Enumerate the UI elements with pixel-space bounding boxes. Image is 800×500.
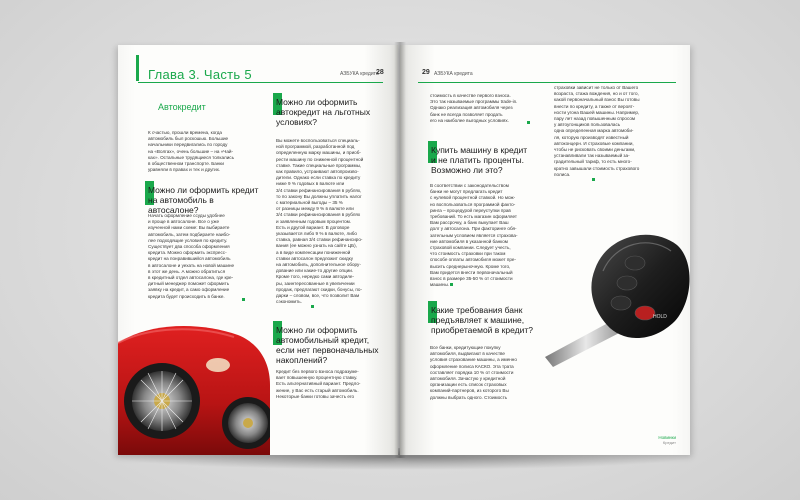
text-line: то по закону Вы должны уплатить налог <box>276 193 362 199</box>
text-line: К счастью, прошли времена, когда <box>148 130 222 135</box>
text-line: Начать оформление ссуды удобнее <box>148 213 225 218</box>
text-line: кратно завышали стоимость страхового <box>554 165 640 171</box>
text-line: страховки зависит не только от Вашего <box>554 85 639 90</box>
text-line: 3/4 ставки рефинансирования в рублях, <box>276 187 362 193</box>
text-line: на автомобиль, дополнительное обору- <box>276 262 361 268</box>
paragraph-end-marker <box>450 283 453 286</box>
text-line: вания (ее можно узнать на сайте ЦБ), <box>276 243 357 249</box>
text-line: в автосалоне и уехать на новой машине <box>148 262 235 268</box>
text-line: автокредит на льготных <box>276 107 371 117</box>
header-rule <box>418 82 676 83</box>
text-line: кредита. Можно оформить экспресс- <box>148 250 227 256</box>
header-rule <box>138 82 383 83</box>
text-line: ниже 9 % годовых в валюте или <box>276 181 345 187</box>
salon-paragraph <box>148 213 263 300</box>
text-line: но воспользоваться программой факто- <box>430 201 516 207</box>
text-line: машины. <box>430 282 450 288</box>
text-line: продаж, предлагают скидки, бонусы, по- <box>276 286 362 292</box>
text-line: и проще в автосалоне. Все о уже <box>148 219 219 225</box>
text-line: ринга – процедурой переуступки прав <box>430 207 511 213</box>
logo-line-1: Новинки <box>658 435 676 440</box>
text-line: автомобиля, выдвигают в качестве <box>430 351 505 357</box>
text-line: ние автомобиля в указанной банком <box>430 238 508 244</box>
text-line: автомобильный кредит, <box>276 335 370 345</box>
text-line: ставки автосалон предложит скидку <box>276 255 353 261</box>
text-line: составляет порядка 10 % от стоимости <box>430 369 514 375</box>
text-line: сэкономить. <box>276 299 302 305</box>
text-line: внести по кредиту, а также от вероят- <box>554 103 635 109</box>
text-line: начальники передвигались по городу <box>148 142 228 148</box>
red-sports-car-photo <box>118 313 270 455</box>
requirements-paragraph <box>430 345 542 401</box>
text-line: и заявленным годовым процентом. <box>276 218 352 224</box>
text-line: Есть и другой вариант. В договоре <box>276 224 350 230</box>
text-line: высить среднерыночную. Кроме того, <box>430 263 511 269</box>
trade-in-paragraph <box>430 93 542 124</box>
text-line: кредит на понравившийся автомобиль <box>148 256 231 262</box>
text-line: долг у автосалона. При факторинге обя- <box>430 226 517 232</box>
text-line: указывается либо 9 % в валюте, либо <box>276 231 357 237</box>
text-line: условиях? <box>276 117 318 127</box>
paragraph-end-marker <box>311 305 314 308</box>
paragraph-end-marker <box>592 178 595 181</box>
text-line: изученной нами схеме: Вы выбираете <box>148 225 230 231</box>
question-heading-requirements <box>431 305 543 335</box>
text-line: что стоимость страховки при таком <box>430 251 506 257</box>
text-line: ставке. Такие специальные программы, <box>276 162 362 168</box>
text-line: предъявляет к машине, <box>431 315 525 325</box>
text-line: ля, которую производят известный <box>554 134 629 140</box>
text-line: вает повышенную процентную ставку. <box>276 375 358 381</box>
text-line: Однако реализация автомобиля через <box>430 105 513 111</box>
text-line: Есть альтернативный вариант. Предло- <box>276 381 361 387</box>
text-line: автоконцерн. И страховые компании, <box>554 140 634 146</box>
text-line: на «Волгах», очень большие – на «Чай- <box>148 148 233 154</box>
text-line: требований. То есть магазин оформляет <box>430 214 517 220</box>
text-line: компаний-партнеров, из которого Вы <box>430 388 509 394</box>
no-savings-paragraph <box>276 369 388 400</box>
chapter-title: Глава 3. Часть 5 <box>148 67 252 82</box>
text-line: Вам придется внести первоначальный <box>430 269 513 275</box>
text-line: определенную марку машины, и приоб- <box>276 150 361 156</box>
preferential-paragraph <box>276 138 388 305</box>
svg-text:HOLD: HOLD <box>653 314 667 320</box>
text-line: чтобы не рисковать своими деньгами, <box>554 147 636 153</box>
text-line: а в виде компенсации пониженной <box>276 249 351 255</box>
text-line: оформление полиса КАСКО. Эта трата <box>430 363 514 369</box>
text-line: с нулевой процентной ставкой. Но мож- <box>430 195 516 201</box>
text-line: в кредитный отдел автосалона, где кре- <box>148 275 234 281</box>
question-heading-no-savings <box>276 325 388 365</box>
question-heading-no-interest <box>431 145 543 175</box>
text-line: одна определенная марка автомоби- <box>554 128 634 134</box>
text-line: Можно ли оформить кредит <box>148 185 259 195</box>
text-line: у автоугонщиков пользовалась <box>554 122 621 128</box>
text-line: ставка, равная 3/4 ставки рефинансиро- <box>276 237 363 243</box>
chapter-accent-bar <box>136 55 139 81</box>
text-line: жение, у Вас есть старый автомобиль. <box>276 387 359 393</box>
text-line: автомобиль, затем подбираете наибо- <box>148 231 231 237</box>
text-line: банки не могут предлагать кредит <box>430 189 503 195</box>
text-line: Все банки, кредитующие покупку <box>430 345 501 350</box>
text-line: Можно ли оформить <box>276 97 358 107</box>
text-line: Кроме того, нередко сами автодиле- <box>276 274 355 280</box>
text-line: организации есть список страховых <box>430 382 507 388</box>
text-line: Кредит без первого взноса подразуме- <box>276 369 359 374</box>
text-line: Возможно ли это? <box>431 165 503 175</box>
text-line: пару лет назад повышенным спросом <box>554 116 636 122</box>
text-line: автомобиля. Зачастую у кредитной <box>430 376 506 382</box>
text-line: Вам рассрочку, а банк выкупает Ваш <box>430 220 509 226</box>
text-line: и не платить проценты. <box>431 155 524 165</box>
text-line: дители. Однако если ставка по кредиту <box>276 175 361 181</box>
text-line: градительный тариф, то есть много- <box>554 159 632 165</box>
text-line: способе оплаты автомобиля может пре- <box>430 257 517 263</box>
text-line: дитный менеджер поможет оформить <box>148 281 230 287</box>
text-line: стоимость в качестве первого взноса. <box>430 93 511 98</box>
text-line: в общественном транспорте. Банки <box>148 161 224 167</box>
section-title: Автокредит <box>158 102 206 112</box>
text-line: на автомобиль в автосалоне? <box>148 195 214 215</box>
running-head: АЗБУКА кредита <box>340 71 379 77</box>
book-spine <box>394 42 406 458</box>
text-line: взнос в размере 35-50 % от стоимости <box>430 276 513 282</box>
page-number: 29 <box>422 69 430 76</box>
text-line: заявку на кредит, а само оформление <box>148 287 230 293</box>
text-line: возраста, стажа вождения, но и от того, <box>554 91 639 97</box>
logo-line-2: Кредит <box>662 440 676 445</box>
text-line: Купить машину в кредит <box>431 145 528 155</box>
publisher-logo <box>658 435 676 445</box>
intro-paragraph <box>148 130 258 173</box>
question-heading-preferential <box>276 97 388 127</box>
text-line: в этот же день. А можно обратиться <box>148 268 226 274</box>
text-line: устанавливали так называемый за- <box>554 153 630 159</box>
text-line: его на наиболее выгодных условиях. <box>430 117 509 123</box>
text-line: как правило, устраивают автопроизво- <box>276 169 359 175</box>
text-line: рести машину по сниженной процентной <box>276 156 364 162</box>
question-heading-salon <box>148 185 266 215</box>
text-line: ры, заинтересованные в увеличении <box>276 280 355 286</box>
text-line: автомобиль был роскошью. Большие <box>148 136 229 142</box>
text-line: ности угона Вашей машины. Например, <box>554 109 640 115</box>
right-page <box>400 45 690 455</box>
text-line: полиса. <box>554 171 571 177</box>
page-number: 28 <box>376 69 384 76</box>
paragraph-end-marker <box>527 121 530 124</box>
text-line: Это так называемые программы trade-in. <box>430 99 518 105</box>
no-interest-paragraph <box>430 183 542 288</box>
text-line: уравняли в правах и тех и других. <box>148 167 221 173</box>
text-line: Вы можете воспользоваться специаль- <box>276 138 360 143</box>
insurance-paragraph <box>554 85 672 178</box>
text-line: Какие требования банк <box>431 305 523 315</box>
text-line: лее подходящие условия по кредиту. <box>148 237 228 243</box>
text-line: условия страхование машины, а именно <box>430 357 517 363</box>
left-page <box>118 45 398 455</box>
text-line: Некоторые банки готовы зачесть его <box>276 393 355 399</box>
text-line: ной программой, разработанной под <box>276 144 355 150</box>
text-line: кредита будет происходить в банке. <box>148 293 225 299</box>
text-line: В соответствии с законодательством <box>430 183 509 188</box>
text-line: приобретаемой в кредит? <box>431 325 533 335</box>
text-line: зательным условием является страхова- <box>430 232 518 238</box>
text-line: какой первоначальный взнос Вы готовы <box>554 97 640 103</box>
text-line: накоплений? <box>276 355 328 365</box>
text-line: банк не всегда позволяет продать <box>430 111 503 117</box>
text-line: страховой компании. Следует учесть, <box>430 245 511 251</box>
text-line: с материальной выгоды – 35 % <box>276 200 343 206</box>
car-key-fob-photo <box>535 205 690 370</box>
text-line: ках». Остальные трудящиеся толкались <box>148 154 234 160</box>
text-line: дарки – словом, все, что позволит Вам <box>276 293 360 299</box>
text-line: от разницы между 9 % в валюте или <box>276 206 354 212</box>
text-line: должны выбрать одного. Стоимость <box>430 394 508 400</box>
text-line: Можно ли оформить <box>276 325 358 335</box>
text-line: дование или какие-то другие опции. <box>276 268 354 274</box>
text-line: 3/4 ставки рефинансирования в рублях <box>276 212 361 218</box>
text-line: Существует два способа оформления <box>148 244 230 250</box>
paragraph-end-marker <box>242 298 245 301</box>
text-line: если нет первоначальных <box>276 345 379 355</box>
running-head: АЗБУКА кредита <box>434 71 473 77</box>
